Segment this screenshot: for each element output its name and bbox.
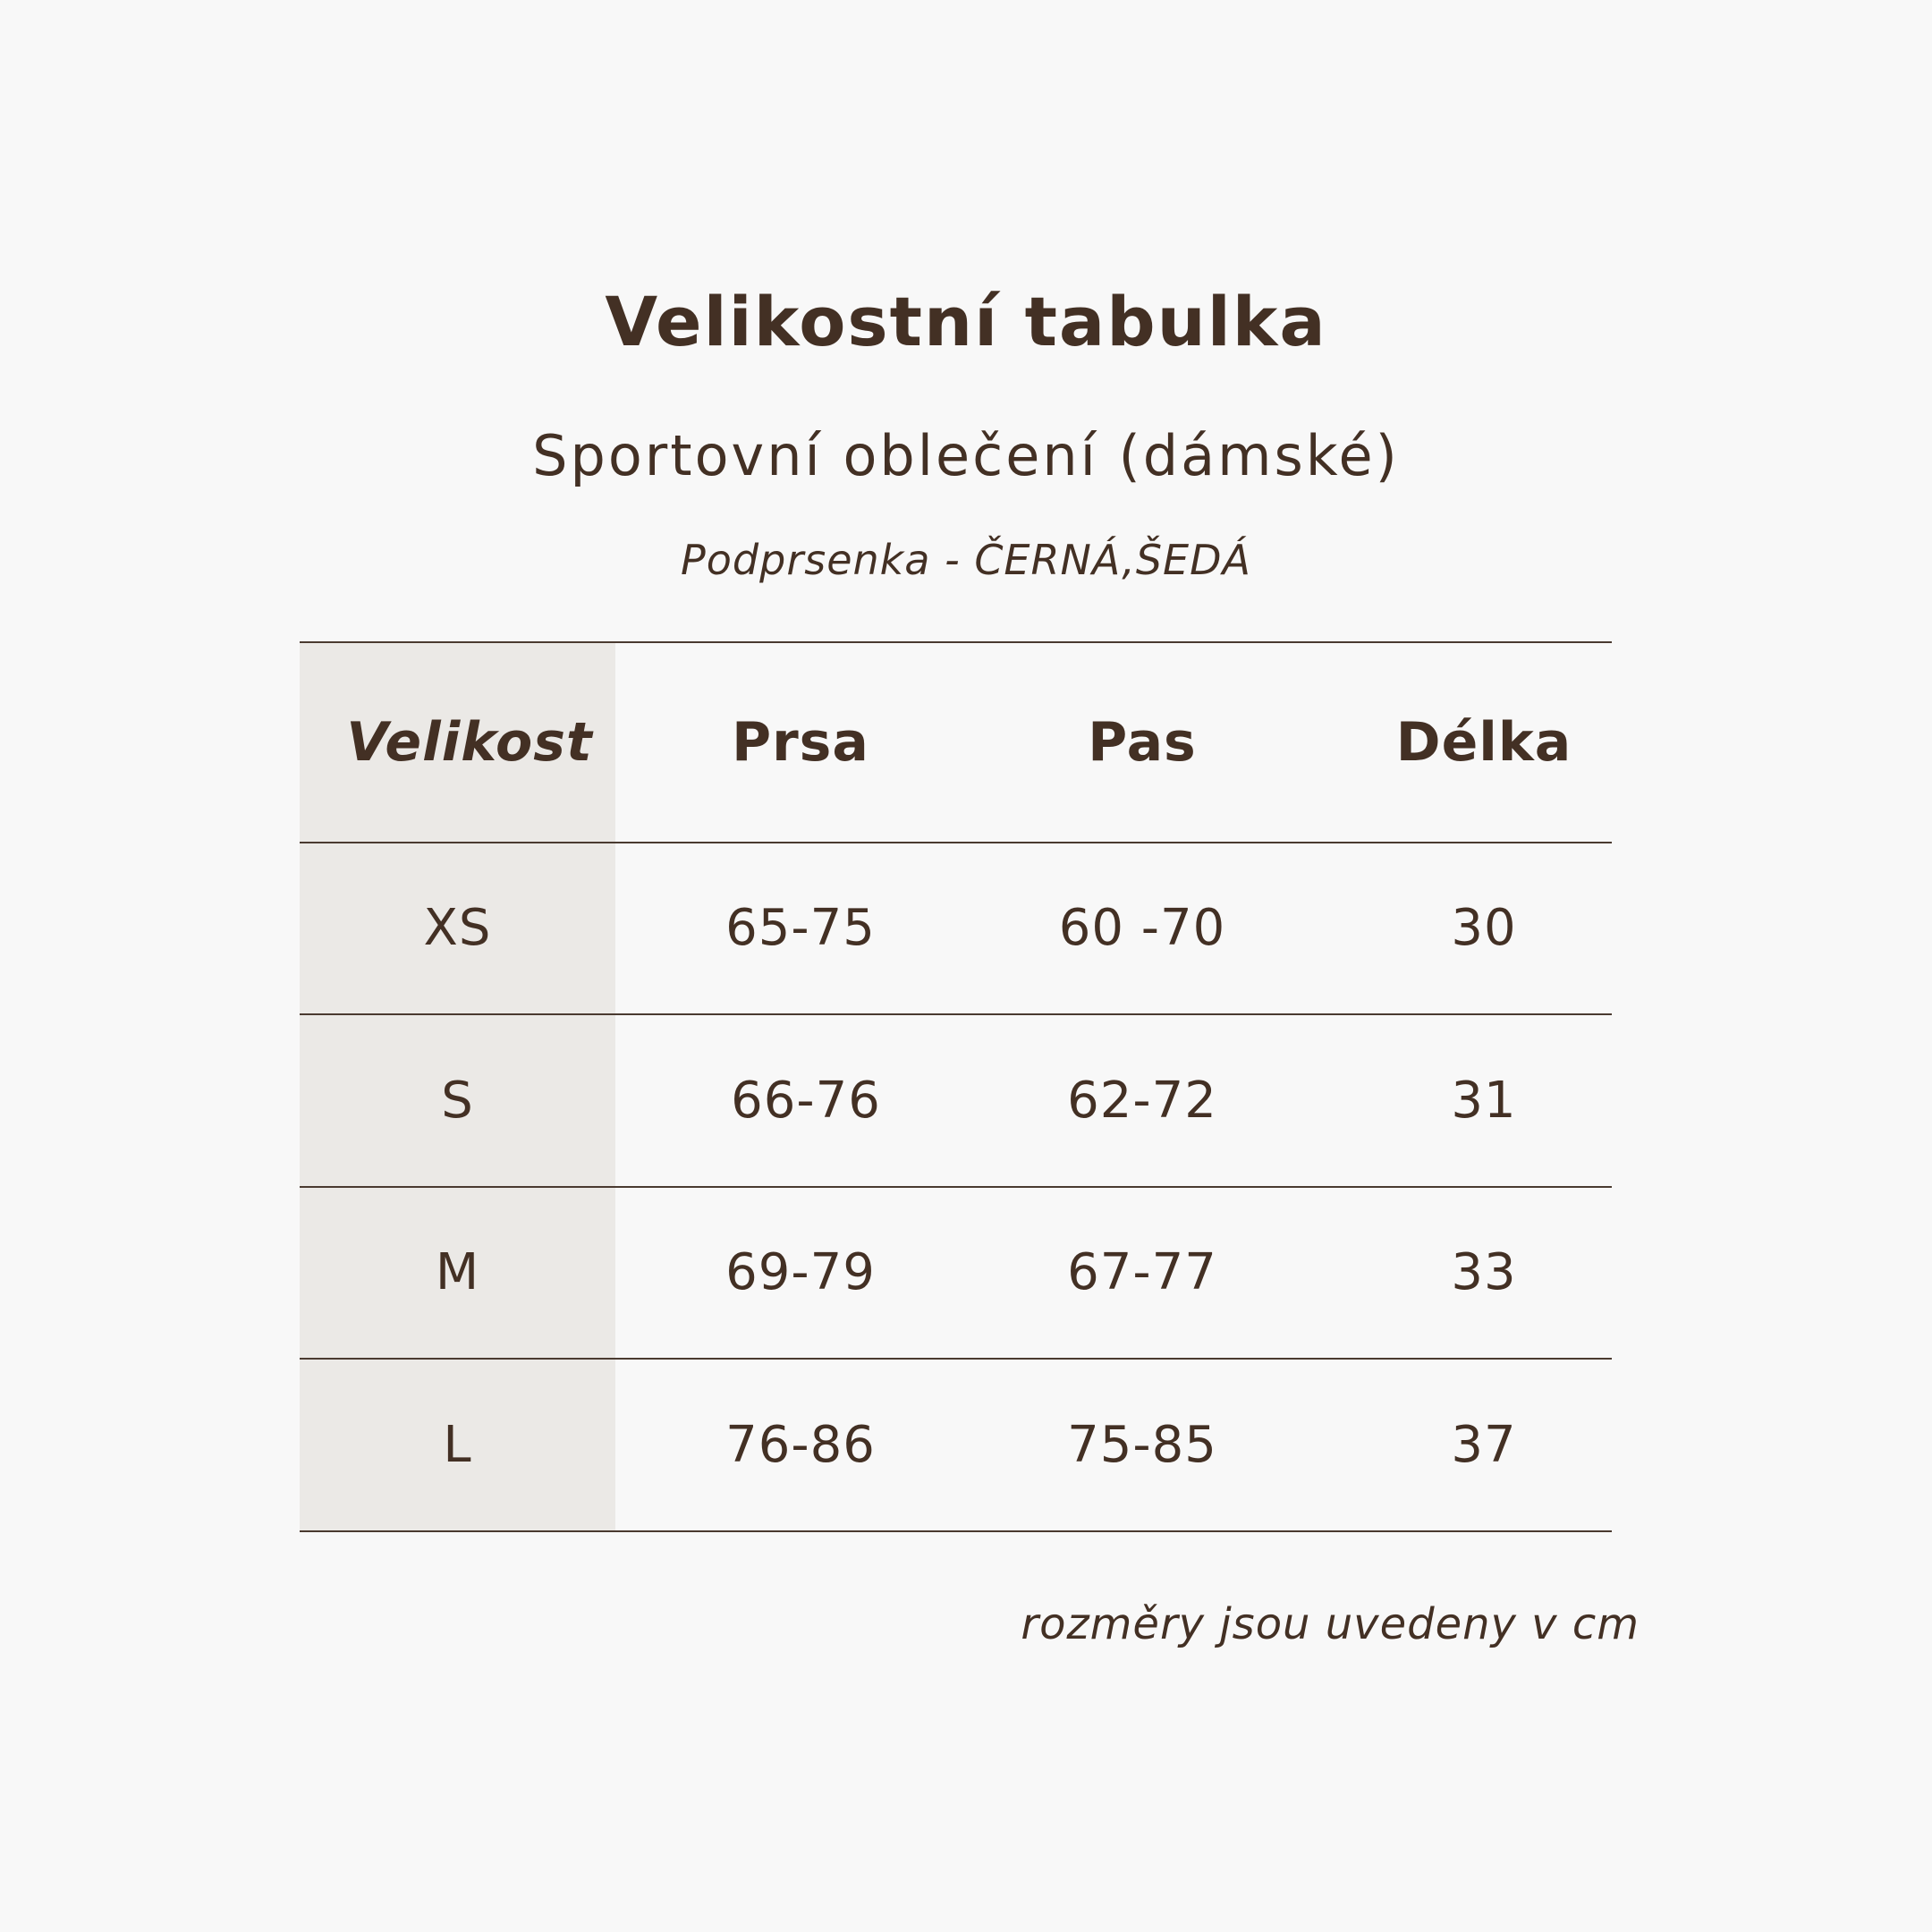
table-cell-prsa: 66-76 (731, 1071, 881, 1130)
table-rule-bottom (300, 1530, 1612, 1532)
table-cell-delka: 30 (1451, 899, 1517, 957)
table-cell-size: L (443, 1415, 472, 1474)
header-delka: Délka (1395, 710, 1572, 774)
units-note: rozměry jsou uvedeny v cm (1021, 1599, 1640, 1649)
table-cell-prsa: 69-79 (725, 1243, 876, 1301)
table-cell-size: M (435, 1243, 480, 1301)
table-cell-prsa: 76-86 (725, 1415, 876, 1474)
table-cell-delka: 37 (1451, 1415, 1517, 1474)
table-cell-size: XS (423, 899, 492, 957)
page-title: Velikostní tabulka (605, 282, 1327, 361)
table-cell-size: S (441, 1071, 474, 1130)
product-name: Podprsenka - ČERNÁ,ŠEDÁ (681, 536, 1251, 584)
table-cell-pas: 67-77 (1067, 1243, 1217, 1301)
header-velikost: Velikost (346, 710, 593, 774)
table-cell-pas: 62-72 (1067, 1071, 1217, 1130)
header-prsa: Prsa (732, 710, 869, 774)
header-pas: Pas (1088, 710, 1197, 774)
table-cell-pas: 75-85 (1067, 1415, 1217, 1474)
table-cell-prsa: 65-75 (725, 899, 876, 957)
table-cell-pas: 60 -70 (1058, 899, 1226, 957)
table-cell-delka: 31 (1451, 1071, 1517, 1130)
table-cell-delka: 33 (1451, 1243, 1517, 1301)
page-subtitle: Sportovní oblečení (dámské) (532, 423, 1400, 488)
